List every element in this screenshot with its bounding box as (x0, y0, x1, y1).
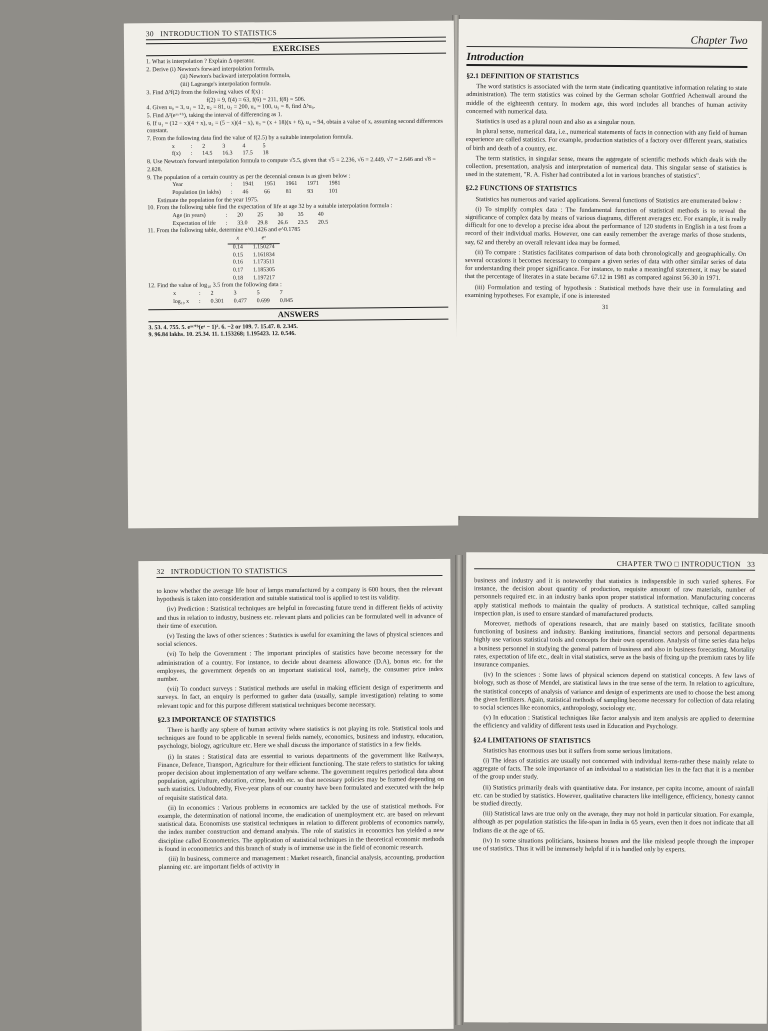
paragraph: (i) In states : Statistical data are essential to various departments of the government like Railways, Finance, Defence, Transport, Agriculture for their efficient functioning. The state refers to statistics for taking proper decision about implementation of any welfare scheme. The government requires periodical data about population, agriculture, education, crime, health etc. so that necessary policies may be framed depending on such statistics. Undoubtedly, Five-year plans of our country have been formulated and executed with the help of requisite statistical data. (157, 751, 444, 802)
exercise-item: f(2) = 9, f(4) = 63, f(6) = 211, f(8) = 506. (206, 96, 306, 104)
paragraph: (i) The ideas of statistics are usually not concerned with individual items-rather these mainly relate to aggregate of facts. The sole importance of an individual to a statistician lies in the fact that it is a member of the group under study. (473, 757, 755, 782)
paragraph: (iv) In some situations politicians, business houses and the like mislead people through the improper use of statistics. Thus it will be immensely helpful if it is handled only by experts. (472, 837, 754, 854)
paragraph: (iv) In the sciences : Some laws of physical sciences depend on statistical concepts. A few laws of biology, such as those of Mendel, are statistical laws in the true sense of the term. In relation to agriculture, the statistical concepts of analysis of variance and design of experiments are used to choose the best among the given fertilizers. Again, statistical methods of sampling become necessary for collection of data relating to social sciences like economics, anthropology, sociology etc. (473, 671, 755, 713)
exercise-item: (iii) Lagrange's interpolation formula. (180, 81, 272, 89)
page-32 (138, 559, 453, 1031)
section-heading: §2.2 FUNCTIONS OF STATISTICS (465, 184, 577, 194)
paragraph: Moreover, methods of operations research, that are mainly based on statistics, facilitate smooth functioning of business and industry. Banking institutions, financial sectors and personal departments highly use various statistical tools and concepts for their own operations. Analysis of time series data helps a business personnel in studying the general pattern of business and also in business forecasting. Mortality rates, expectation of life etc., dealt in vital statistics, serve as the basis of fixing up the premium rates by life insurance companies. (473, 620, 755, 669)
page-33 (464, 552, 768, 1024)
answers-line: 3. 53. 4. 755. 5. eᵃˣ⁺ᵇ(eᵃ − 1)². 6. −2 or 109. 7. 15.47. 8. 2.345. (148, 323, 298, 331)
exercise-item: 2. Derive (i) Newton's forward interpolation formula, (146, 65, 275, 73)
paragraph: The term statistics, in singular sense, means the aggregate of scientific methods which deals with the collection, presentation, analysis and interpretation of numerical data. This singular sense of statistics is used in the statement, "R. A. Fisher had contributed a lot in various branches of statistics". (465, 154, 747, 180)
page-31 (455, 19, 761, 518)
exercise-item: 9. The population of a certain country as per the decennial census is as given below : (147, 173, 351, 181)
q9-table: Year : 1941 1951 1961 1971 1981 Population (in lakhs) : 46 66 81 93 101 (172, 180, 341, 196)
running-head: 30 INTRODUCTION TO STATISTICS (146, 27, 446, 41)
exercise-item: 6. If u₁ = (12 − x)(4 + x), u₂ = (5 − x)(4 − x), u₃ = (x + 18)(x + 6), u₄ = 94, obtain a value of x, assuming second differences constant. (146, 118, 443, 135)
paragraph: In plural sense, numerical data, i.e., numerical statements of facts in connection with any field of human experience are called statistics. For example, production statistics of a factory over different years, statistics of birth and death of a country, etc. (465, 128, 747, 153)
running-head: 32 INTRODUCTION TO STATISTICS (156, 565, 442, 578)
exercise-item: Estimate the population for the year 1975. (157, 196, 259, 204)
paragraph: (vi) To help the Government : The important principles of statistics have become necessary for the administration of a country. For instance, to decide about dearness allowance (D.A), bonus etc. for the employees, the government depends on an important statistical tool, namely, the consumer price index number. (157, 649, 444, 683)
exercise-item: 12. Find the value of log₁₀ 3.5 from the following data : (148, 282, 282, 290)
q12-table: x : 2 3 5 7 log₁₀ x : 0.301 0.477 0.699 0.845 (173, 290, 293, 305)
q7-table: x : 2 3 4 5 f(x) : 14.5 16.3 17.5 18 (171, 142, 269, 158)
paragraph: Statistics has numerous and varied applications. Several functions of Statistics are enumerated below : (475, 195, 742, 205)
paragraph: (iv) Prediction : Statistical techniques are helpful in forecasting future trend in different fields of activity and thus in relation to industry, business etc. relevant plans and policies can be formulated well in advance of their time of execution. (156, 604, 443, 630)
page-30 (124, 21, 458, 529)
paragraph: (ii) To compare : Statistics facilitates comparison of data both chronologically and geographically. On several occasions it becomes necessary to compare a given series of data with other similar series of data for understanding their proper significance. For instance, to make a meaningful statement, it may be stated that the percentage of literates in a state became 67.12 in 1981 as compared against 56.30 in 1971. (464, 248, 747, 283)
running-head: CHAPTER TWO □ INTRODUCTION 33 (474, 558, 755, 570)
paragraph: Statistics has enormous uses but it suffers from some serious limitations. (483, 747, 673, 756)
exercise-item: 5. Find Δ²(eᵃˣ⁺ᵇ), taking the interval of differencing as 1. (146, 111, 283, 120)
paragraph: (vii) To conduct surveys : Statistical methods are useful in making efficient design of experiments and surveys. In fact, an enquiry is performed to gather data (usually, sample investigation) relating to some relevant topic and for this purpose different statistical techniques become necessary. (157, 684, 444, 710)
paragraph: There is hardly any sphere of human activity where statistics is not playing its role. Statistical tools and techniques are found to be applicable in several fields namely, economics, business and industry, education, psychology, biology, agriculture etc. Here we shall discuss the importance of statistics in a few fields. (157, 725, 444, 751)
chapter-heading: Introduction (466, 51, 747, 68)
paragraph: (ii) In economics : Various problems in economics are tackled by the use of statistical methods. For example, the determination of national income, the eradication of unemployment etc. are based on relevant statistical data. Economists use statistical techniques in relation to different problems of economics namely, the index number construction and demand analysis. The role of statistics in economics has yielded a new discipline called Econometrics. The application of statistical techniques in the theoretical economic methods is found in econometrics and this branch of study is of immense use in the field of economic research. (158, 802, 445, 853)
section-heading: §2.1 DEFINITION OF STATISTICS (466, 72, 579, 81)
section-heading: §2.3 IMPORTANCE OF STATISTICS (157, 714, 276, 724)
paragraph: (iii) Statistical laws are true only on the average, they may not hold in particular situation. For example, although as per population statistics the life-span in India is 65 years, even then it does not indicate that all Indians die at the age of 65. (472, 810, 754, 835)
answers-line: 9. 96.84 lakhs. 10. 25.34. 11. 1.153268; 1.195423. 12. 0.546. (148, 331, 296, 339)
exercise-item: 11. From the following table, determine e^0.1426 and e^0.1785 (147, 227, 301, 235)
exercise-item: 8. Use Newton's forward interpolation formula to compute √5.5, given that √5 = 2.236, √6 = 2.449, √7 = 2.646 and √8 = 2.828. (146, 156, 436, 174)
exercises-heading: EXERCISES (146, 41, 446, 57)
page-number: 31 (601, 304, 609, 312)
q10-table: Age (in years) : 20 25 30 35 40 Expectation of life : 33.0 29.8 26.6 23.5 20.5 (172, 211, 329, 227)
exercise-item: 7. From the following data find the value of f(2.5) by a suitable interpolation formula. (146, 134, 353, 143)
paragraph: (i) To simplify complex data : The fundamental function of statistical methods is to reveal the significance of complex data by means of various diagrams, different averages etc. For example, it is really difficult for one to develop a precise idea about the performance of 120 students in English in a test from a record of their individual marks. However, one can easily remember the average marks of those students, say, 62 and thereby an overall relevant idea may be formed. (465, 205, 747, 247)
paragraph: to know whether the average life hour of lamps manufactured by a company is 600 hours, then the relevant hypothesis is taken into consideration and suitable statistical tool is applied to test its validity. (156, 585, 443, 604)
paragraph: (ii) Statistics primarily deals with quantitative data. For instance, per capita income, amount of rainfall etc. can be studied by statistics. However, qualitative characters like intelligence, efficiency, honesty cannot be studied directly. (472, 783, 755, 808)
paragraph: The word statistics is associated with the term state (indicating quantitative information relating to state administration). The term statistics was coined by the German scholar Gottfried Achenwall around the middle of the eighteenth century. In modern age, this word includes all branches of human activity concerned with numerical data. (466, 83, 748, 116)
paragraph: (iii) In business, commerce and management : Market research, financial analysis, accounting, production planning etc. are important fields of activity in (158, 854, 445, 872)
exercise-item: (ii) Newton's backward interpolation formula, (180, 73, 291, 81)
paragraph: (iii) Formulation and testing of hypothesis : Statistical methods have their use in formulating and examining hypotheses. For example, if one is interested (464, 283, 746, 300)
q11-table: x eˣ 0.14 1.150274 0.15 1.161834 0.16 1.173511 0.17 1.185305 0.18 1.197217 (228, 235, 280, 283)
section-heading: §2.4 LIMITATIONS OF STATISTICS (473, 735, 591, 745)
paragraph: Statistics is used as a plural noun and also as a singular noun. (475, 118, 636, 127)
exercise-item: 10. From the following table find the expectation of life at age 32 by a suitable interpolation formula : (147, 203, 393, 212)
book-gutter-bottom (455, 555, 463, 1025)
answers-heading: ANSWERS (148, 306, 448, 322)
paragraph: (v) Testing the laws of other sciences : Statistics is useful for examining the laws of physical sciences and social sciences. (156, 630, 443, 649)
exercise-item: 3. Find Δ³f(2) from the following values of f(x) : (146, 89, 264, 97)
exercise-list (146, 57, 448, 307)
exercise-item: 1. What is interpolation ? Explain Δ operator. (146, 58, 255, 66)
exercise-item: 4. Given u₀ = 3, u₁ = 12, u₂ = 81, u₃ = 200, u₄ = 100, u₅ = 8, find Δ⁵u₀. (146, 104, 316, 112)
paragraph: (v) In education : Statistical techniques like factor analysis and item analysis are applied to determine the efficiency and validity of different tests used in Education and Psychology. (473, 714, 755, 731)
chapter-title: Chapter Two (467, 33, 748, 49)
paragraph: business and industry and it is noteworthy that statistics is indispensible in such varied spheres. For instance, the decision about quantity of production, requisite amount of raw materials, number of personnels required etc. in an industry banks upon proper statistical information. Manufacturing concerns apply statistical methods to maintain the quality of products. A statistical technique, called sampling inspection plan, is used to ensure standard of manufactured products. (473, 577, 756, 619)
